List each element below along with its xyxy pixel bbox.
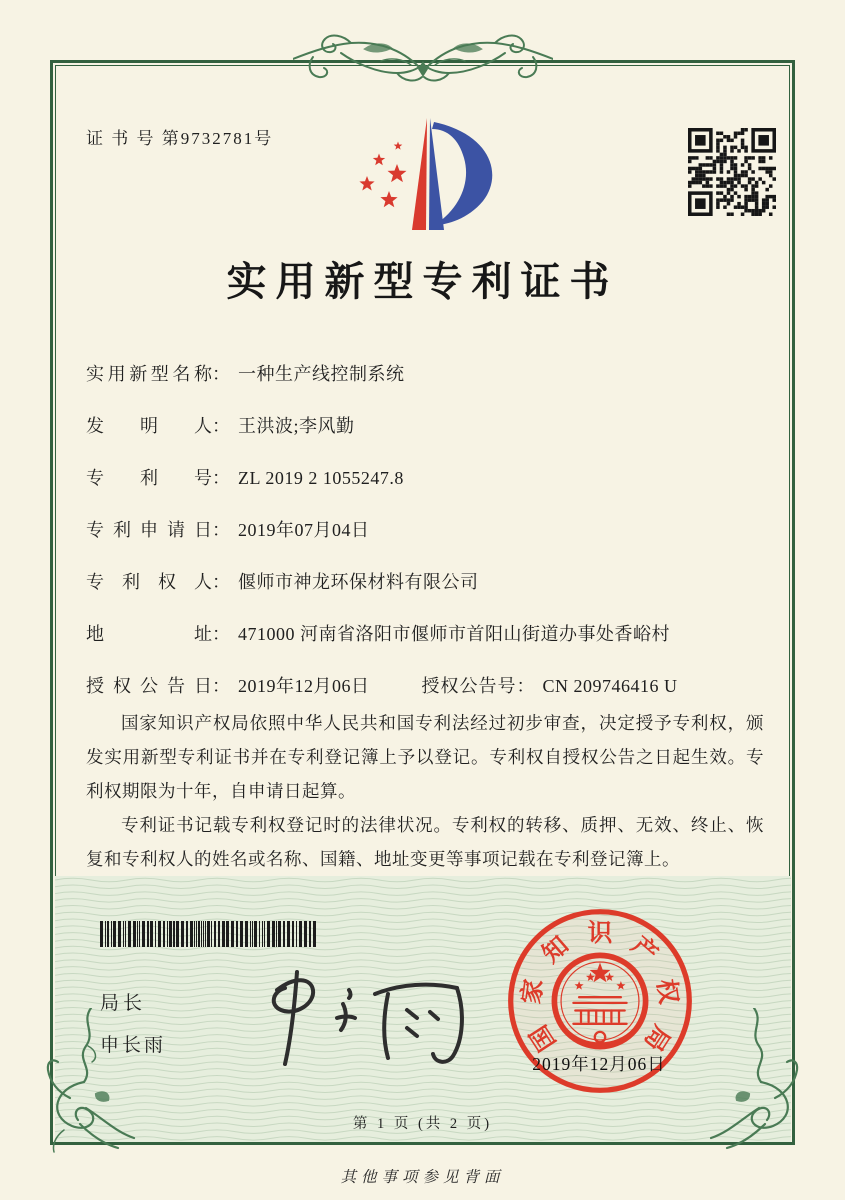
field-label: 专利号 xyxy=(86,468,212,488)
grant-no-value: CN 209746416 U xyxy=(542,676,678,696)
field-value: 偃师市神龙环保材料有限公司 xyxy=(238,572,479,592)
field-list xyxy=(86,362,762,726)
field-label: 专利申请日 xyxy=(86,520,212,540)
colon: ： xyxy=(212,416,230,436)
svg-text:权: 权 xyxy=(651,977,682,1006)
svg-text:识: 识 xyxy=(587,920,613,948)
svg-text:产: 产 xyxy=(626,931,663,969)
field-value: 471000 河南省洛阳市偃师市首阳山街道办事处香峪村 xyxy=(238,624,670,644)
colon: ： xyxy=(212,572,230,592)
svg-text:局: 局 xyxy=(638,1020,675,1056)
colon: ： xyxy=(212,468,230,488)
colon: ： xyxy=(212,364,230,384)
barcode xyxy=(100,921,322,947)
grant-date-label: 授权公告日 xyxy=(86,676,212,696)
svg-text:知: 知 xyxy=(537,931,574,969)
field-label: 地址 xyxy=(86,624,212,644)
page-number: 第 1 页 (共 2 页) xyxy=(352,1116,493,1132)
cnipa-logo-icon xyxy=(340,112,525,238)
field-label: 发明人 xyxy=(86,416,212,436)
field-value: ZL 2019 2 1055247.8 xyxy=(238,468,404,488)
colon: ： xyxy=(212,520,230,540)
field-row xyxy=(86,518,762,542)
legal-paragraph-2: 专利证书记载专利权登记时的法律状况。专利权的转移、质押、无效、终止、恢复和专利权人的姓名或名称、国籍、地址变更等事项记载在专利登记簿上。 xyxy=(86,815,764,869)
field-row xyxy=(86,570,762,594)
svg-text:国: 国 xyxy=(525,1020,562,1056)
legal-paragraph-1: 国家知识产权局依照中华人民共和国专利法经过初步审查，决定授予专利权，颁发实用新型专利证书并在专利登记簿上予以登记。专利权自授权公告之日起生效。专利权期限为十年，自申请日起算。 xyxy=(86,713,764,801)
scroll-ornament-top xyxy=(293,31,553,89)
qr-code xyxy=(688,128,776,216)
field-row xyxy=(86,622,762,646)
field-value: 王洪波;李风勤 xyxy=(238,416,355,436)
scroll-ornament-bottom-right xyxy=(709,1008,809,1153)
field-value: 2019年07月04日 xyxy=(238,520,370,540)
svg-text:家: 家 xyxy=(518,977,549,1006)
certificate-number: 证 书 号 第9732781号 xyxy=(86,129,274,148)
field-label: 实用新型名称 xyxy=(86,364,212,384)
field-value: 一种生产线控制系统 xyxy=(238,364,405,384)
grant-no-label: 授权公告号 xyxy=(421,676,517,696)
certificate-title: 实用新型专利证书 xyxy=(226,259,619,304)
field-row-grant xyxy=(86,674,762,698)
colon: ： xyxy=(212,676,230,696)
director-name-label: 申长雨 xyxy=(100,1035,167,1056)
field-row xyxy=(86,362,762,386)
field-label: 专利权人 xyxy=(86,572,212,592)
colon: ： xyxy=(516,676,535,696)
back-side-note: 其他事项参见背面 xyxy=(340,1169,505,1186)
field-row xyxy=(86,466,762,490)
director-signature xyxy=(225,960,490,1070)
legal-text xyxy=(86,706,764,876)
director-post-label: 局长 xyxy=(100,993,147,1014)
scroll-ornament-bottom-left xyxy=(36,1008,136,1153)
colon: ： xyxy=(212,624,230,644)
field-row xyxy=(86,414,762,438)
grant-date-value: 2019年12月06日 xyxy=(238,676,370,696)
seal-date: 2019年12月06日 xyxy=(532,1054,666,1074)
